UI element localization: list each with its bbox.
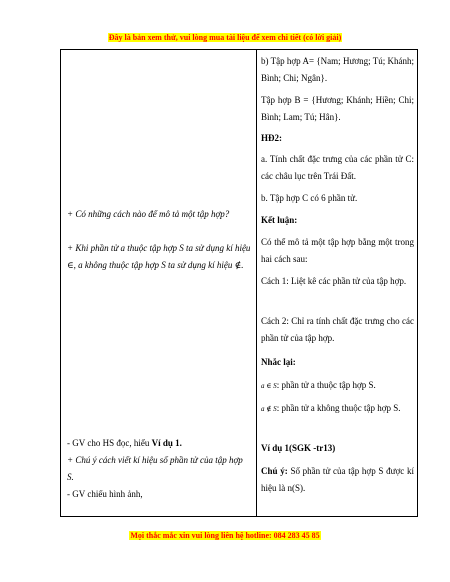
note-notation: + Chú ý cách viết kí hiệu số phần tử của tập hợp S. xyxy=(67,455,243,482)
non-membership-text: : phần tử a không thuộc tập hợp S. xyxy=(276,403,401,413)
recall-membership xyxy=(261,377,414,395)
conclusion-text: Có thể mô tả một tập hợp bằng một trong hai cách sau: xyxy=(261,237,414,264)
note-cardinality xyxy=(261,463,414,497)
column-divider xyxy=(256,50,257,516)
preview-notice-banner xyxy=(0,27,450,45)
teacher-read-example xyxy=(67,435,251,452)
method-2: Cách 2: Chỉ ra tính chất đặc trưng cho các phần tử của tập hợp. xyxy=(261,316,414,343)
hotline-banner xyxy=(0,525,450,543)
set-b-listing: Tập hợp B = {Hương; Khánh; Hiền; Chi; Bình; Lam; Tú; Hân}. xyxy=(261,95,414,122)
lesson-table xyxy=(60,49,418,517)
conclusion-heading: Kết luận: xyxy=(261,215,298,225)
membership-text: : phần tử a thuộc tập hợp S. xyxy=(276,380,376,390)
teacher-read-text: - GV cho HS đọc, hiểu xyxy=(67,438,152,448)
set-a-listing: b) Tập hợp A= {Nam; Hương; Tú; Khánh; Bình; Chi; Ngân}. xyxy=(261,56,414,83)
question-membership-symbols: + Khi phần tử a thuộc tập hợp S ta sử dụng kí hiệu ∈, a không thuộc tập hợp S ta sử dụng kí hiệu ∉. xyxy=(67,243,251,270)
recall-heading: Nhắc lại: xyxy=(261,357,296,367)
membership-symbol: a ∈ S xyxy=(261,382,277,390)
note-text: Số phần tử của tập hợp S được kí hiệu là n(S). xyxy=(261,466,414,493)
question-describe-set: + Có những cách nào để mô tả một tập hợp? xyxy=(67,209,230,219)
method-1: Cách 1: Liệt kê các phần tử của tập hợp. xyxy=(261,276,407,286)
example-ref: Ví dụ 1. xyxy=(151,438,182,448)
hd2-part-b: b. Tập hợp C có 6 phần tử. xyxy=(261,193,358,203)
teacher-show-image: - GV chiếu hình ảnh, xyxy=(67,489,143,499)
hd2-part-a: a. Tính chất đặc trưng của các phần tử C: các châu lục trên Trái Đất. xyxy=(261,154,414,181)
preview-notice-text: Đây là bản xem thử, vui lòng mua tài liệu để xem chi tiết (có lời giải) xyxy=(108,33,342,42)
example-heading: Ví dụ 1(SGK -tr13) xyxy=(261,443,336,453)
recall-non-membership xyxy=(261,400,414,418)
hotline-text: Mọi thắc mắc xin vui lòng liên hệ hotline: 084 283 45 85 xyxy=(130,531,320,540)
non-membership-symbol: a ∉ S xyxy=(261,405,277,413)
note-label: Chú ý: xyxy=(261,466,288,476)
hd2-heading: HĐ2: xyxy=(261,133,282,143)
